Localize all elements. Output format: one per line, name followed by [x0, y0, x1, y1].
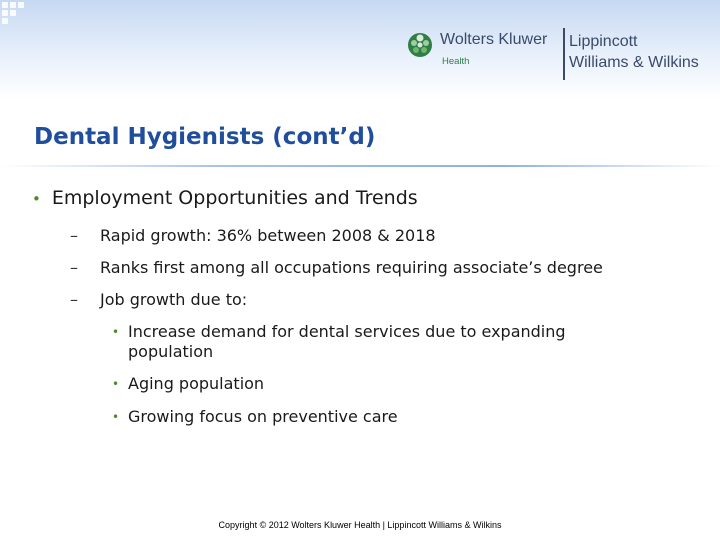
- title-divider: [0, 165, 720, 167]
- dash-marker: –: [70, 258, 78, 277]
- bullet-employment: [32, 187, 418, 209]
- bullet-marker: •: [112, 410, 120, 424]
- wolters-kluwer-globe-icon: [406, 31, 434, 59]
- decorative-grid: [0, 0, 24, 100]
- logo-divider: [563, 28, 565, 80]
- slide-title: Dental Hygienists (cont’d): [34, 124, 376, 150]
- bullet-marker: •: [32, 190, 41, 208]
- bullet-text: Employment Opportunities and Trends: [51, 187, 418, 209]
- logo-division-text: Health: [442, 56, 470, 67]
- sub-bullet-text: Ranks first among all occupations requiring associate’s degree: [100, 258, 603, 277]
- sub-bullet-ranks: [70, 258, 603, 277]
- dash-marker: –: [70, 226, 78, 245]
- logo-partner-line1: Lippincott: [569, 33, 638, 50]
- logo-partner-text: [569, 31, 699, 73]
- sub-sub-bullet-aging: [112, 374, 652, 394]
- sub-bullet-growth: [70, 226, 436, 245]
- sub-sub-bullet-preventive: [112, 407, 652, 427]
- header-band: [0, 0, 720, 100]
- bullet-marker: •: [112, 377, 120, 391]
- dash-marker: –: [70, 290, 78, 309]
- sub-bullet-job-growth: [70, 290, 247, 309]
- sub-bullet-text: Job growth due to:: [100, 290, 248, 309]
- bullet-marker: •: [112, 325, 120, 339]
- sub-bullet-text: Rapid growth: 36% between 2008 & 2018: [100, 226, 436, 245]
- sub-sub-bullet-text: Increase demand for dental services due to expanding population: [128, 322, 566, 361]
- logo-brand-text: Wolters Kluwer: [440, 31, 548, 48]
- sub-sub-bullet-text: Growing focus on preventive care: [128, 407, 398, 426]
- footer-copyright: Copyright © 2012 Wolters Kluwer Health | Lippincott Williams & Wilkins: [218, 520, 502, 530]
- sub-sub-bullet-demand: [112, 322, 652, 362]
- logo-partner-line2: Williams & Wilkins: [569, 54, 699, 71]
- sub-sub-bullet-text: Aging population: [128, 374, 265, 393]
